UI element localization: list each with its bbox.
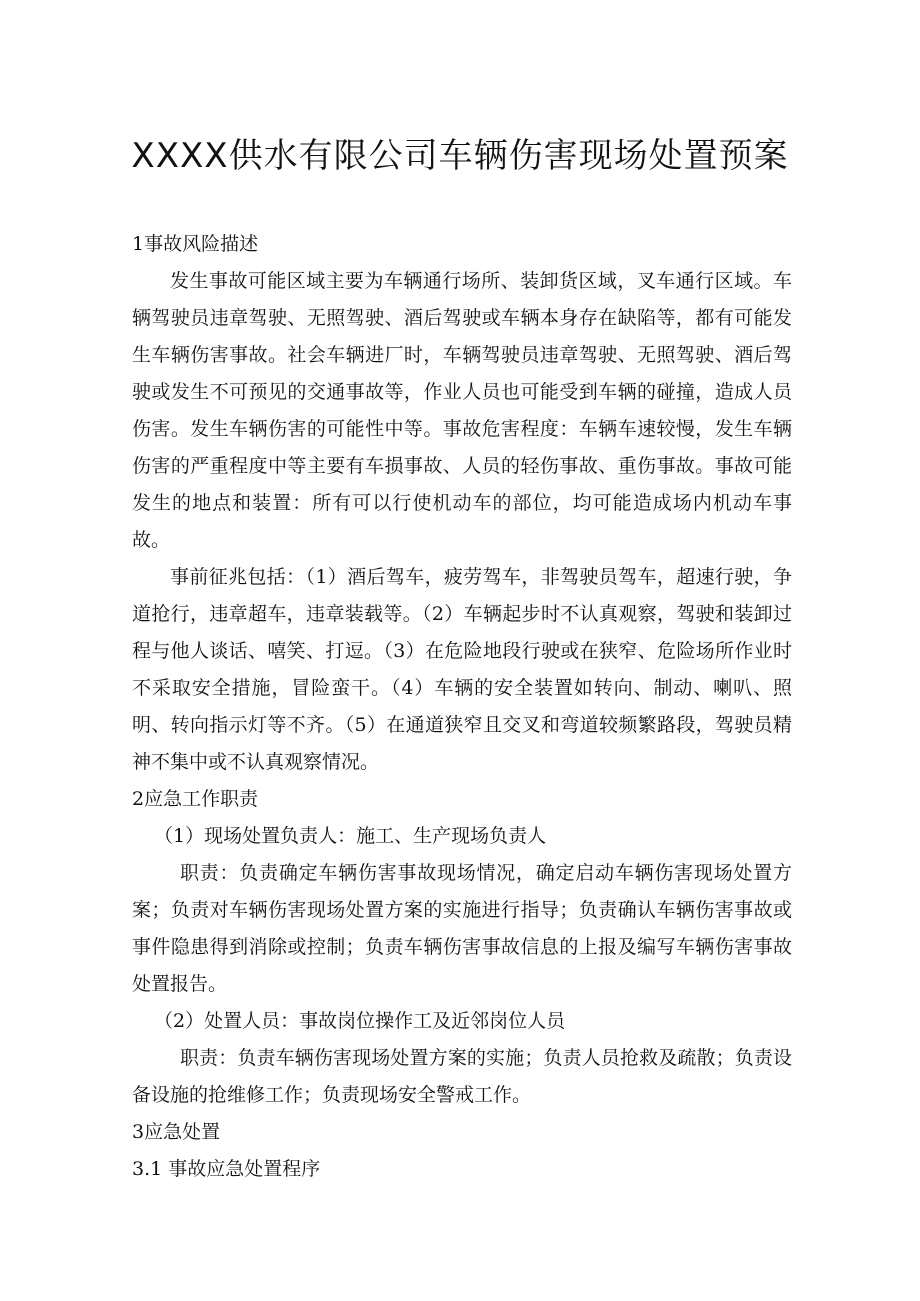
section-1-heading: 1事故风险描述: [132, 233, 259, 255]
role-2-line: （2）处置人员：事故岗位操作工及近邻岗位人员: [154, 1010, 566, 1032]
section-3-1-heading: 3.1 事故应急处置程序: [132, 1158, 321, 1180]
document-title: XXXX供水有限公司车辆伤害现场处置预案: [131, 136, 789, 176]
role-1-line: （1）现场处置负责人：施工、生产现场负责人: [154, 825, 547, 847]
section-2-heading: 2应急工作职责: [132, 788, 259, 810]
duty-2-paragraph: 职责：负责车辆伤害现场处置方案的实施；负责人员抢救及疏散；负责设备设施的抢维修工作；负责现场安全警戒工作。: [132, 1047, 792, 1106]
document-body: [132, 226, 792, 1188]
precursor-paragraph: 事前征兆包括：（1）酒后驾车，疲劳驾车，非驾驶员驾车，超速行驶，争道抢行，违章超车，违章装载等。（2）车辆起步时不认真观察，驾驶和装卸过程与他人谈话、嘻笑、打逗。（3）在危险地段行驶或在狭窄、危险场所作业时不采取安全措施，冒险蛮干。（4）车辆的安全装置如转向、制动、喇叭、照明、转向指示灯等不齐。（5）在通道狭窄且交叉和弯道较频繁路段，驾驶员精神不集中或不认真观察情况。: [132, 566, 792, 773]
duty-1-paragraph: 职责：负责确定车辆伤害事故现场情况，确定启动车辆伤害现场处置方案；负责对车辆伤害现场处置方案的实施进行指导；负责确认车辆伤害事故或事件隐患得到消除或控制；负责车辆伤害事故信息的上报及编写车辆伤害事故处置报告。: [132, 862, 792, 995]
risk-description-paragraph: 发生事故可能区域主要为车辆通行场所、装卸货区域，叉车通行区域。车辆驾驶员违章驾驶、无照驾驶、酒后驾驶或车辆本身存在缺陷等，都有可能发生车辆伤害事故。社会车辆进厂时，车辆驾驶员违章驾驶、无照驾驶、酒后驾驶或发生不可预见的交通事故等，作业人员也可能受到车辆的碰撞，造成人员伤害。发生车辆伤害的可能性中等。事故危害程度：车辆车速较慢，发生车辆伤害的严重程度中等主要有车损事故、人员的轻伤事故、重伤事故。事故可能发生的地点和装置：所有可以行使机动车的部位，均可能造成场内机动车事故。: [132, 270, 792, 551]
section-3-heading: 3应急处置: [132, 1121, 221, 1143]
